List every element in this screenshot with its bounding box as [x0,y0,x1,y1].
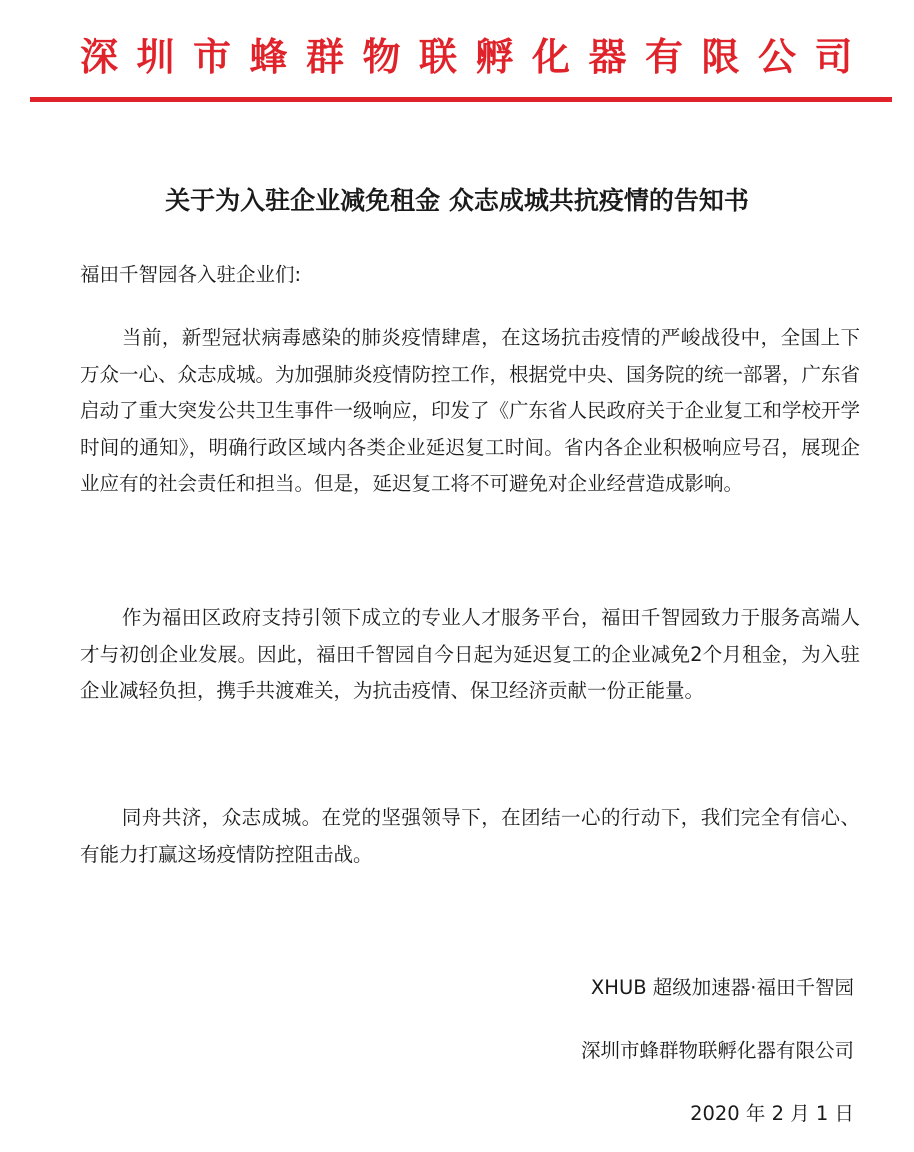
paragraph-rent-relief: 作为福田区政府支持引领下成立的专业人才服务平台，福田千智园致力于服务高端人才与初创企业发展。因此，福田千智园自今日起为延迟复工的企业减免2个月租金，为入驻企业减轻负担，携手共渡难关，为抗击疫情、保卫经济贡献一份正能量。 [80,606,860,702]
signature-date: 2020 年 2 月 1 日 [690,1102,854,1125]
salutation: 福田千智园各入驻企业们: [80,263,302,286]
paragraph-situation: 当前，新型冠状病毒感染的肺炎疫情肆虐，在这场抗击疫情的严峻战役中，全国上下万众一心、众志成城。为加强肺炎疫情防控工作，根据党中央、国务院的统一部署，广东省启动了重大突发公共卫生事件一级响应，印发了《广东省人民政府关于企业复工和学校开学时间的通知》，明确行政区域内各类企业延迟复工时间。省内各企业积极响应号召，展现企业应有的社会责任和担当。但是，延迟复工将不可避免对企业经营造成影响。 [80,326,861,495]
letterhead-company-name: 深圳市蜂群物联孵化器有限公司 [80,35,872,79]
signature-company: 深圳市蜂群物联孵化器有限公司 [580,1039,854,1062]
signature-org: XHUB 超级加速器·福田千智园 [590,976,854,999]
paragraph-closing: 同舟共济，众志成城。在党的坚强领导下，在团结一心的行动下，我们完全有信心、有能力打赢这场疫情防控阻击战。 [80,806,860,866]
letterhead [30,0,892,110]
document-title: 关于为入驻企业减免租金 众志成城共抗疫情的告知书 [165,186,749,215]
letterhead-red-rule [30,97,892,102]
